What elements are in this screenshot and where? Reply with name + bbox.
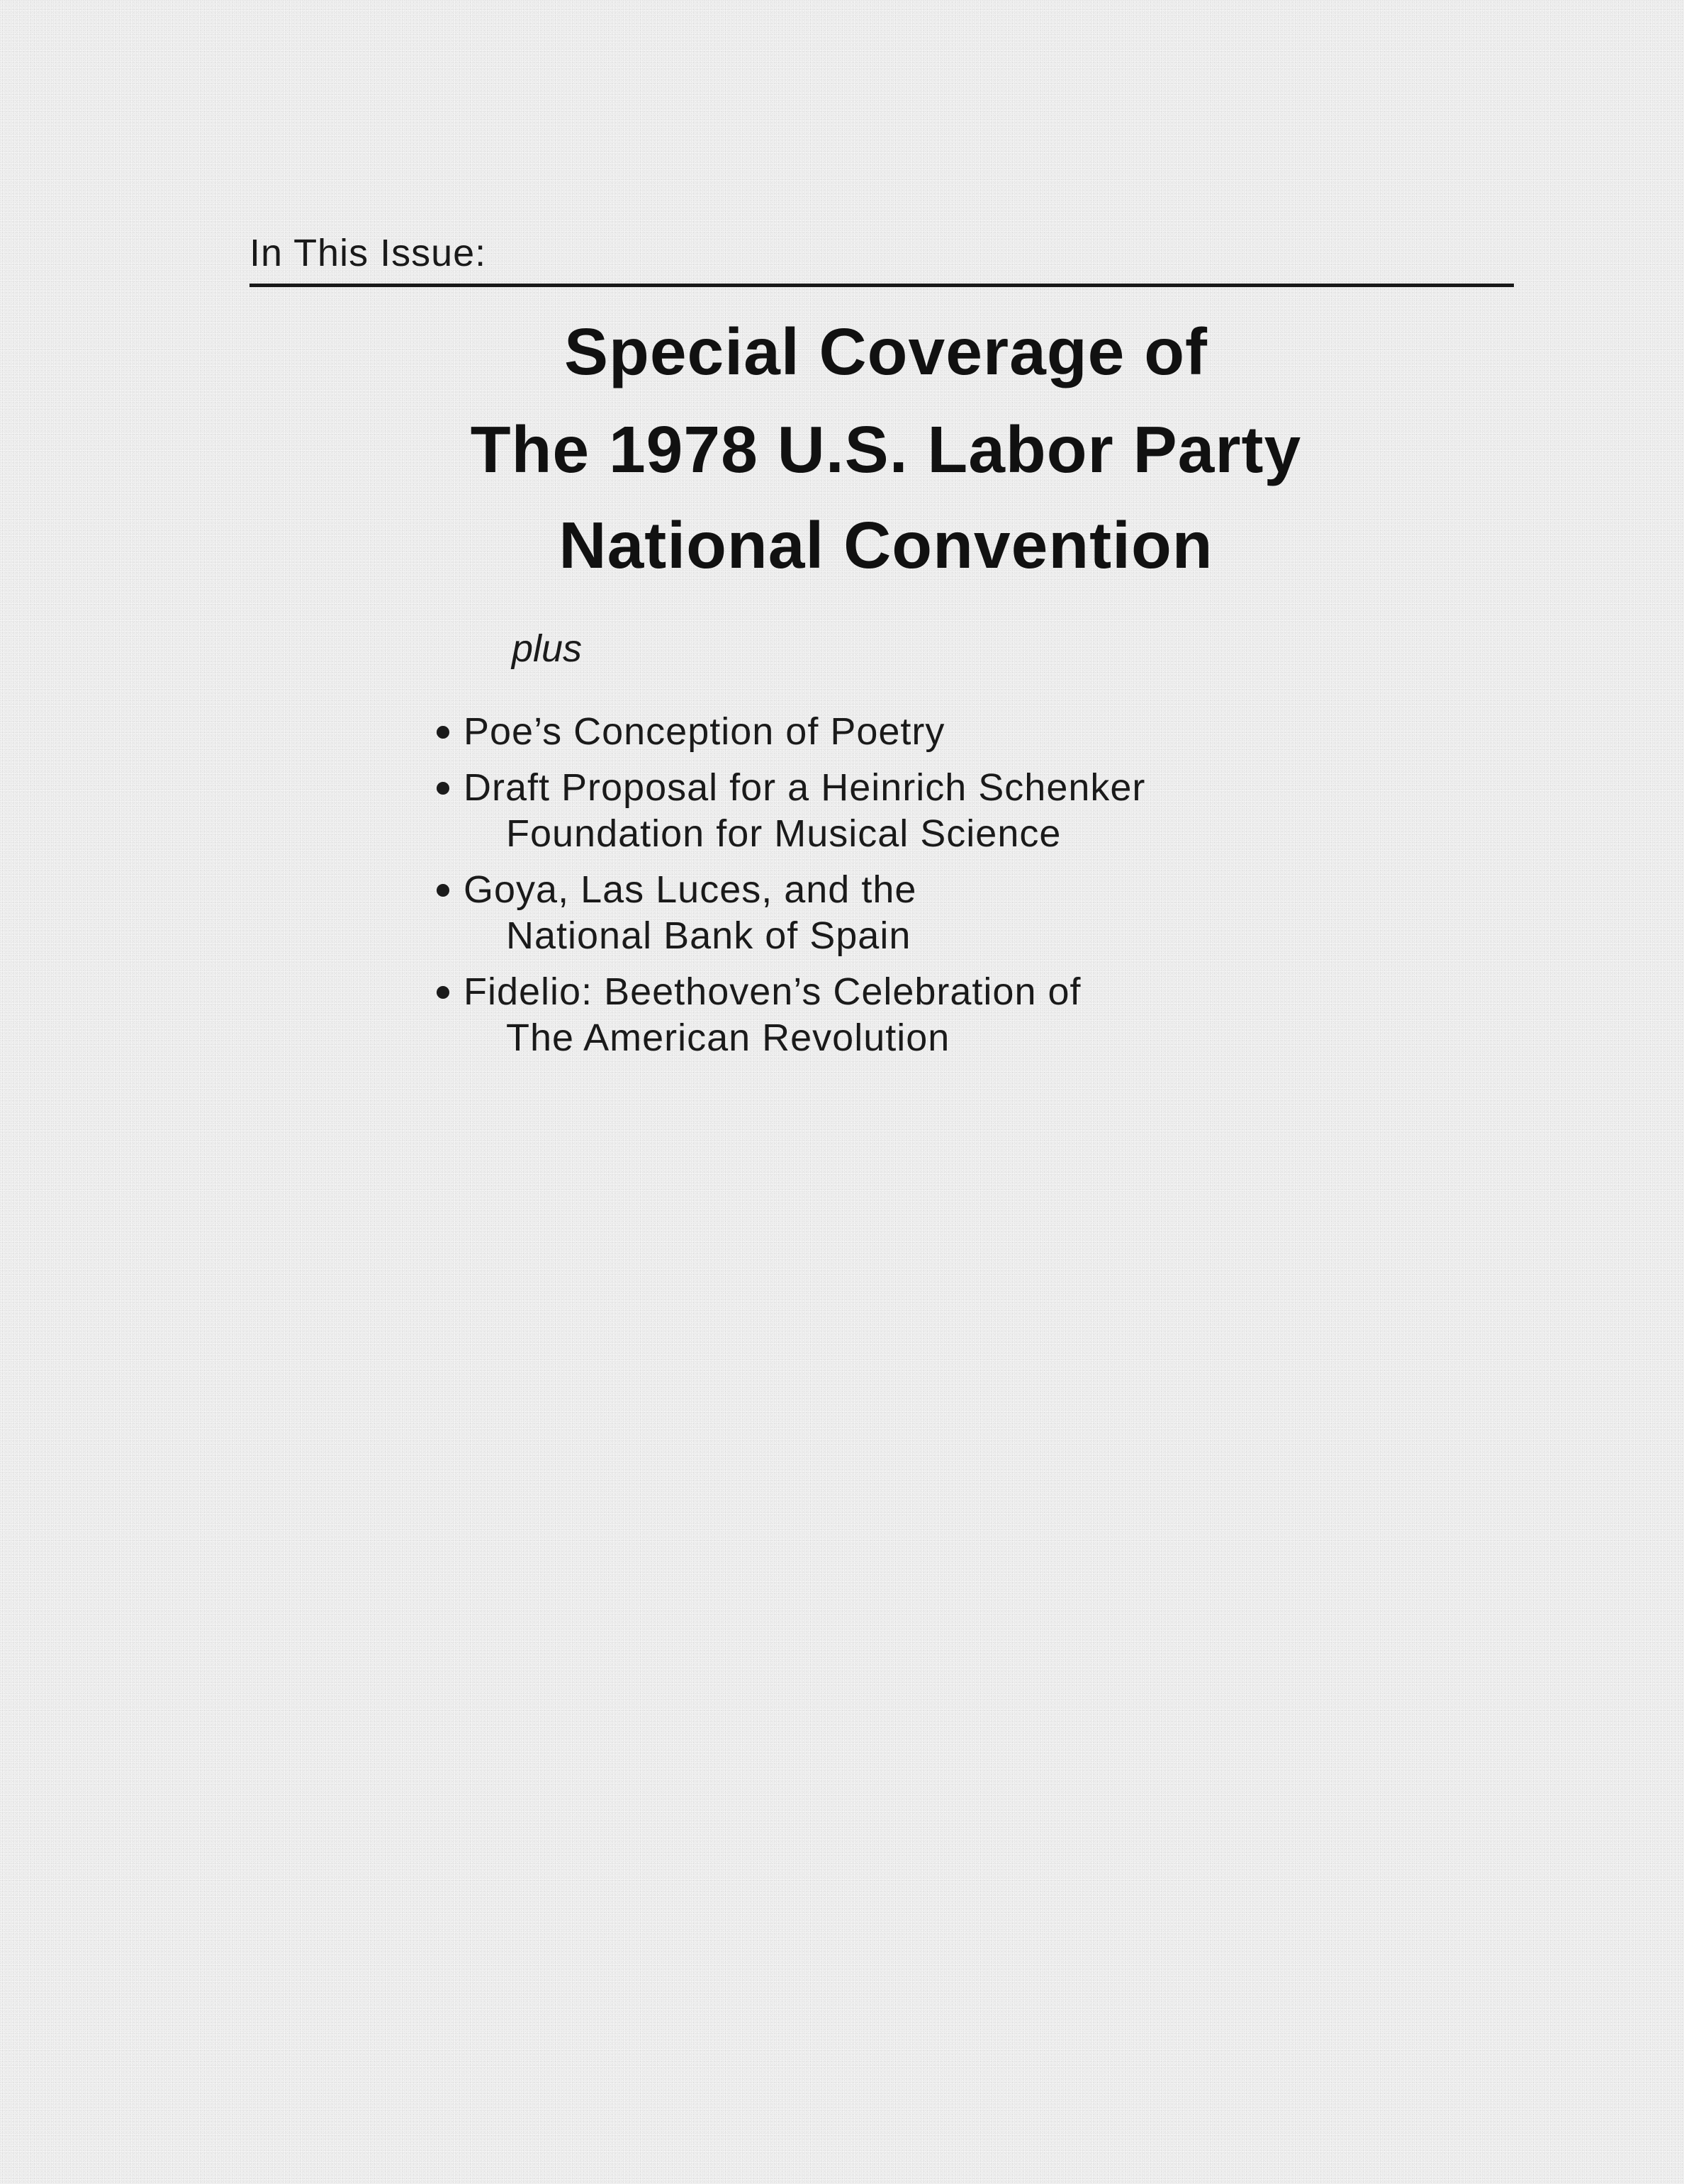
contents-item-title-continued: The American Revolution: [506, 1017, 950, 1059]
header-rule: [249, 284, 1514, 287]
headline-line-1: Special Coverage of: [564, 315, 1208, 388]
contents-list: [435, 709, 1145, 1071]
contents-item: [435, 765, 1145, 857]
bullet-icon: [437, 986, 449, 999]
headline-line-2: The 1978 U.S. Labor Party: [470, 413, 1302, 486]
contents-item-title-continued: Foundation for Musical Science: [506, 812, 1062, 855]
contents-item-title: Draft Proposal for a Heinrich Schenker: [464, 766, 1146, 809]
contents-item-title: Fidelio: Beethoven’s Celebration of: [464, 970, 1082, 1013]
plus-label: plus: [512, 627, 583, 670]
contents-item: [435, 709, 1145, 755]
contents-item: [435, 969, 1145, 1061]
contents-item: [435, 867, 1145, 959]
bullet-icon: [437, 884, 449, 897]
contents-item-title: Goya, Las Luces, and the: [464, 868, 917, 911]
bullet-icon: [437, 726, 449, 739]
bullet-icon: [437, 782, 449, 795]
issue-header: In This Issue:: [249, 232, 487, 274]
contents-item-title: Poe’s Conception of Poetry: [464, 710, 945, 753]
contents-item-title-continued: National Bank of Spain: [506, 914, 911, 957]
headline-line-3: National Convention: [558, 508, 1213, 582]
